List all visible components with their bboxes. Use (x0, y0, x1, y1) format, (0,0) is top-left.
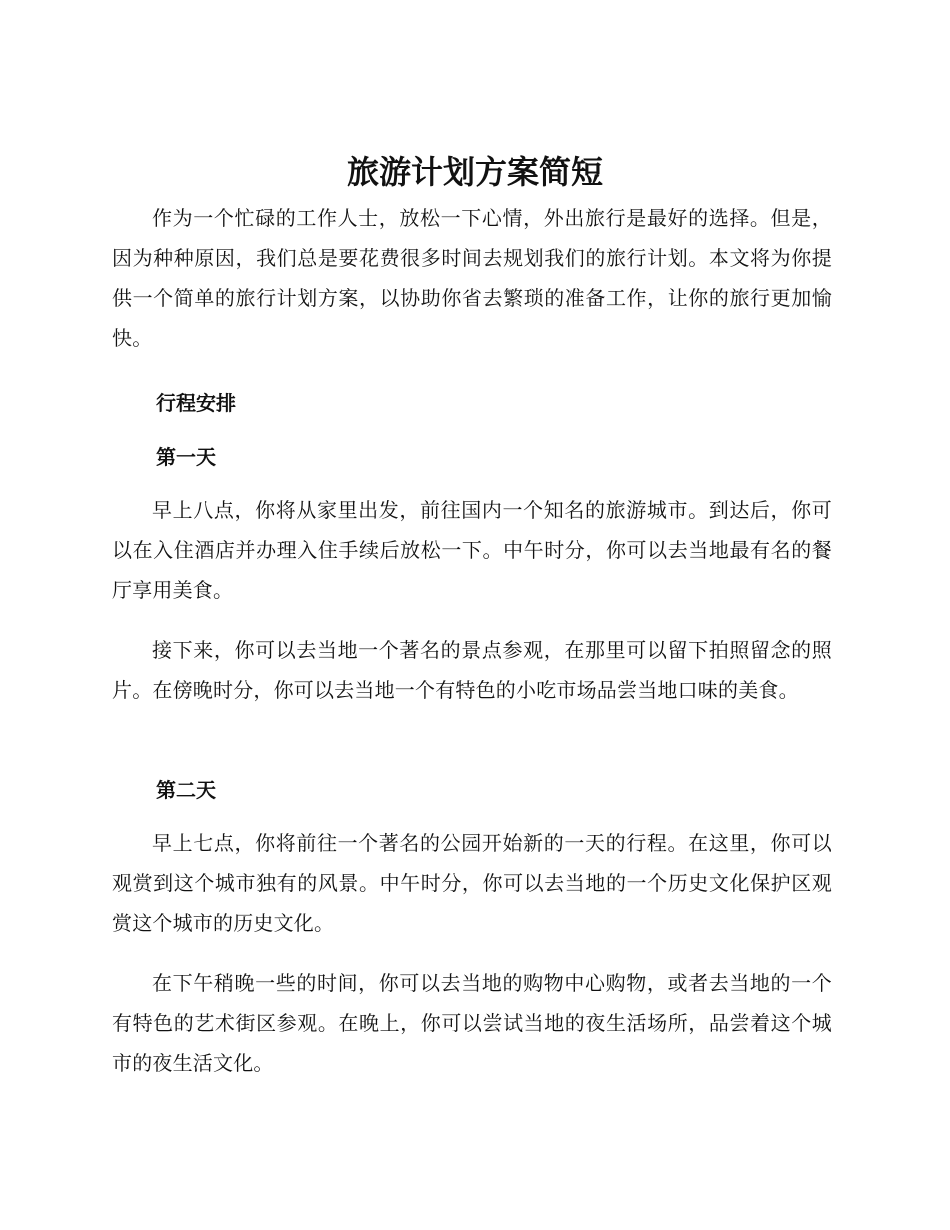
intro-paragraph: 作为一个忙碌的工作人士，放松一下心情，外出旅行是最好的选择。但是，因为种种原因，我们总是要花费很多时间去规划我们的旅行计划。本文将为你提供一个简单的旅行计划方案，以协助你省去繁琐的准备工作，让你的旅行更加愉快。 (112, 206, 832, 350)
day2-heading: 第二天 (156, 778, 216, 802)
document-title: 旅游计划方案简短 (346, 153, 603, 191)
day1-heading: 第一天 (156, 445, 216, 469)
day2-paragraph-2: 在下午稍晚一些的时间，你可以去当地的购物中心购物，或者去当地的一个有特色的艺术街区参观。在晚上，你可以尝试当地的夜生活场所，品尝着这个城市的夜生活文化。 (112, 971, 832, 1075)
day2-paragraph-1: 早上七点，你将前往一个著名的公园开始新的一天的行程。在这里，你可以观赏到这个城市独有的风景。中午时分，你可以去当地的一个历史文化保护区观赏这个城市的历史文化。 (112, 831, 832, 935)
day1-paragraph-1: 早上八点，你将从家里出发，前往国内一个知名的旅游城市。到达后，你可以在入住酒店并办理入住手续后放松一下。中午时分，你可以去当地最有名的餐厅享用美食。 (112, 498, 832, 602)
day1-paragraph-2: 接下来，你可以去当地一个著名的景点参观，在那里可以留下拍照留念的照片。在傍晚时分，你可以去当地一个有特色的小吃市场品尝当地口味的美食。 (112, 638, 832, 702)
section-heading-itinerary: 行程安排 (156, 391, 236, 415)
